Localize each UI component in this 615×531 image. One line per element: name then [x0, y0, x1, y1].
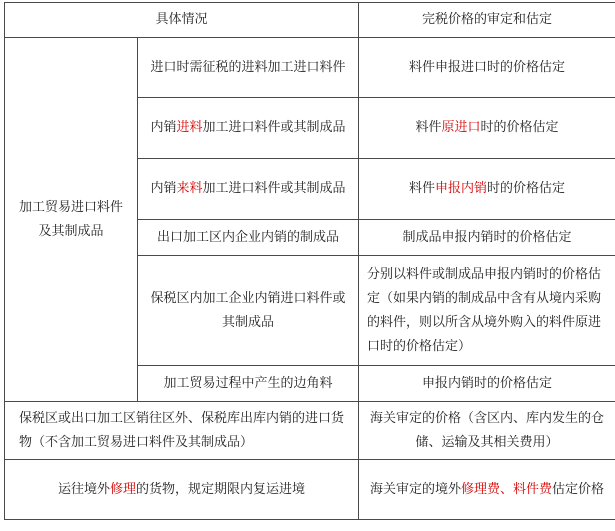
valuation-cell	[359, 402, 615, 460]
cell-text: 估定价格	[552, 482, 604, 497]
cell-text: 加工贸易过程中产生的边角料	[164, 376, 333, 391]
cell-text: 的货物，规定期限内复运进境	[136, 482, 305, 497]
cell-text: 保税区内加工企业内销进口料件或其制成品	[151, 291, 346, 330]
cell-text: 运往境外	[58, 482, 110, 497]
condition-cell	[138, 366, 359, 402]
valuation-cell	[359, 38, 615, 98]
cell-text: 内销	[150, 120, 176, 135]
highlighted-text: 原进口	[442, 120, 481, 135]
cell-text: 时的价格估定	[481, 120, 559, 135]
condition-cell	[138, 38, 359, 98]
table-row	[5, 460, 615, 520]
cell-text: 制成品申报内销时的价格估定	[403, 230, 572, 245]
condition-cell	[138, 220, 359, 256]
cell-text: 分别以料件或制成品申报内销时的价格估定（如果内销的制成品中含有从境内采购的料件，则以所含从境外购入的料件原进口时的价格估定）	[367, 267, 601, 354]
valuation-cell	[359, 256, 615, 366]
header-situation: 具体情况	[5, 3, 359, 38]
valuation-cell	[359, 366, 615, 402]
cell-text: 申报内销时的价格估定	[422, 376, 552, 391]
condition-cell	[5, 402, 359, 460]
cell-text: 海关审定的价格（含区内、库内发生的仓储、运输及其相关费用）	[370, 411, 604, 450]
header-row	[5, 3, 615, 38]
valuation-cell	[359, 98, 615, 159]
condition-cell	[5, 460, 359, 520]
header-valuation: 完税价格的审定和估定	[359, 3, 615, 38]
cell-text: 海关审定的境外	[370, 482, 461, 497]
condition-cell	[138, 98, 359, 159]
highlighted-text: 进料	[177, 120, 203, 135]
cell-text: 料件申报进口时的价格估定	[409, 60, 565, 75]
cell-text: 出口加工区内企业内销的制成品	[157, 230, 339, 245]
highlighted-text: 来料	[177, 181, 203, 196]
cell-text: 加工进口料件或其制成品	[203, 120, 346, 135]
cell-text: 保税区或出口加工区销往区外、保税库出库内销的进口货物（不含加工贸易进口料件及其制成品）	[19, 411, 344, 450]
valuation-cell	[359, 220, 615, 256]
condition-cell	[138, 159, 359, 220]
group-label: 加工贸易进口料件及其制成品	[5, 38, 138, 402]
cell-text: 时的价格估定	[487, 181, 565, 196]
cell-text: 加工进口料件或其制成品	[203, 181, 346, 196]
table-row	[5, 38, 615, 98]
cell-text: 内销	[150, 181, 176, 196]
highlighted-text: 申报内销	[435, 181, 487, 196]
customs-valuation-table	[4, 2, 615, 520]
highlighted-text: 修理费、料件费	[461, 482, 552, 497]
cell-text: 进口时需征税的进料加工进口料件	[151, 60, 346, 75]
valuation-cell	[359, 159, 615, 220]
cell-text: 料件	[409, 181, 435, 196]
table-row	[5, 402, 615, 460]
condition-cell	[138, 256, 359, 366]
cell-text: 料件	[415, 120, 441, 135]
highlighted-text: 修理	[110, 482, 136, 497]
valuation-cell	[359, 460, 615, 520]
